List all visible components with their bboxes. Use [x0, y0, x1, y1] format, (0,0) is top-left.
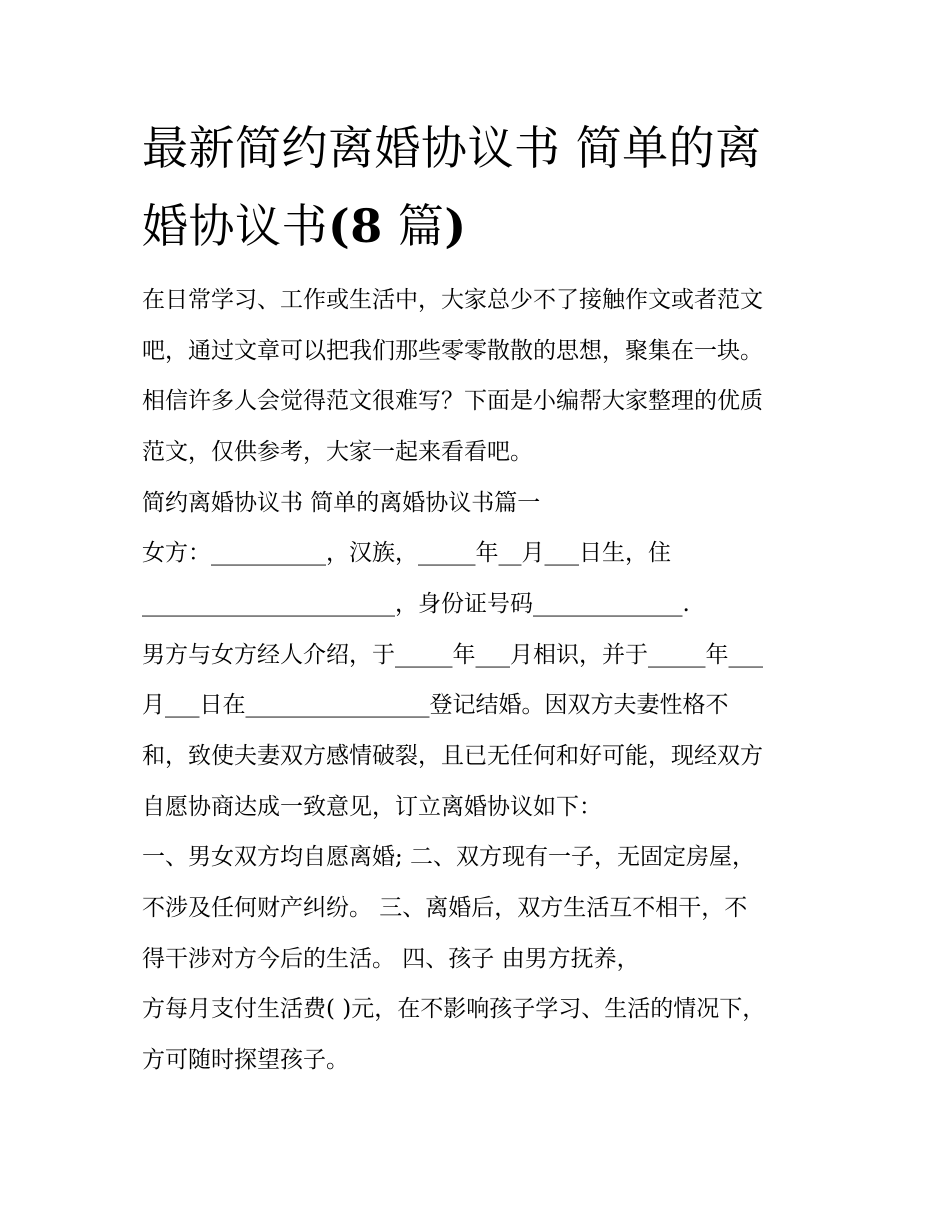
- body-line: 范文，仅供参考，大家一起来看看吧。: [142, 439, 533, 465]
- body-line: 在日常学习、工作或生活中，大家总少不了接触作文或者范文: [142, 287, 763, 313]
- body-line: 男方与女方经人介绍，于_____年___月相识，并于_____年___: [142, 642, 763, 668]
- body-line: 一、男女双方均自愿离婚; 二、双方现有一子，无固定房屋，: [142, 844, 756, 870]
- section-heading: 简约离婚协议书 简单的离婚协议书篇一: [142, 490, 541, 516]
- body-line: 相信许多人会觉得范文很难写？下面是小编帮大家整理的优质: [142, 388, 763, 414]
- body-line: 吧，通过文章可以把我们那些零零散散的思想，聚集在一块。: [142, 338, 763, 364]
- body-line: 月___日在________________登记结婚。因双方夫妻性格不: [142, 692, 729, 718]
- document-title-line-2: [142, 201, 822, 251]
- document-title-line-1: 最新简约离婚协议书 简单的离: [142, 121, 762, 175]
- body-line: 女方：__________，汉族，_____年__月___日生，住: [142, 540, 671, 566]
- body-line: 方每月支付生活费( )元，在不影响孩子学习、生活的情况下，: [142, 996, 766, 1022]
- title-line-2-text: 婚协议书(8 篇): [142, 199, 467, 253]
- body-line: 得干涉对方今后的生活。 四、孩子 由男方抚养，: [142, 946, 640, 972]
- body-line: 自愿协商达成一致意见，订立离婚协议如下：: [142, 794, 602, 820]
- body-line: 方可随时探望孩子。: [142, 1047, 349, 1073]
- body-line: 和，致使夫妻双方感情破裂，且已无任何和好可能，现经双方: [142, 743, 763, 769]
- body-line: ______________________，身份证号码_____________.: [142, 591, 690, 617]
- body-line: 不涉及任何财产纠纷。 三、离婚后，双方生活互不相干，不: [142, 895, 748, 921]
